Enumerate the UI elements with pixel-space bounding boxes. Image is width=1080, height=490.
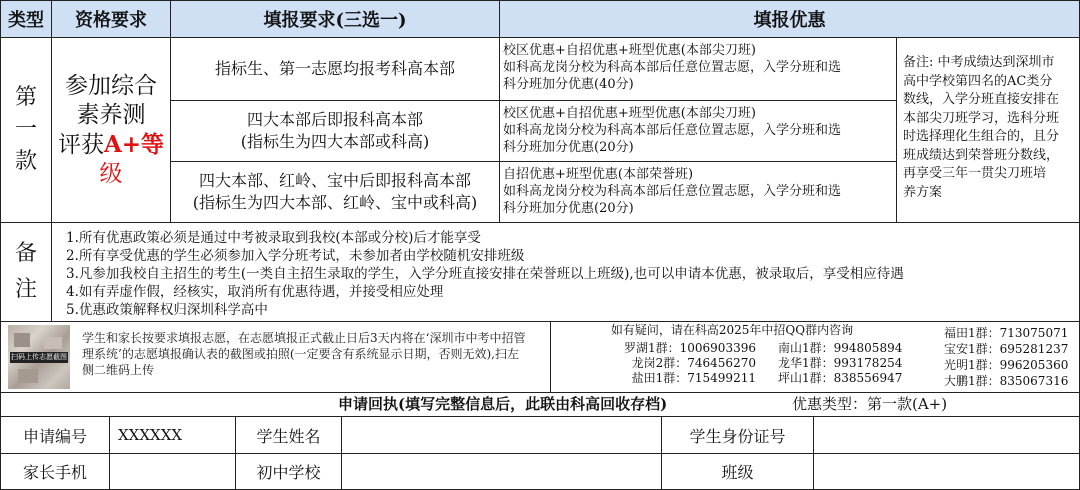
qq-group-longgang[interactable]: 龙岗2群：746456270 — [631, 356, 756, 370]
student-name-label: 学生姓名 — [235, 416, 342, 454]
remarks-content — [51, 222, 1080, 322]
header-type: 类型 — [0, 0, 52, 38]
requirement-row-3 — [170, 161, 500, 223]
qq-group-luohu[interactable]: 罗湖1群：1006903396 — [624, 341, 756, 355]
junior-school-field[interactable] — [341, 453, 662, 490]
requirement-row-2 — [170, 100, 500, 162]
benefit-row-3 — [499, 161, 897, 223]
qq-group-baoan[interactable]: 宝安1群：695281237 — [944, 342, 1069, 356]
header-qualification: 资格要求 — [51, 0, 171, 38]
type-char-2: 一 — [14, 117, 37, 142]
benefit-row-2-line-1: 校区优惠+自招优惠+班型优惠(本部尖刀班) — [503, 106, 756, 121]
qualification-line-1: 参加综合 — [65, 72, 157, 99]
qualification-cell — [51, 37, 171, 223]
side-note-line-2: 高中学校第四名的AC类分 — [903, 73, 1053, 89]
qq-group-dapeng[interactable]: 大鹏1群：835067316 — [944, 374, 1069, 388]
requirement-row-2-line-2: (指标生为四大本部或科高) — [240, 132, 430, 151]
upload-instruction-line-2: 理系统’的志愿填报确认表的截图或拍照(一定要含有系统显示日期，否则无效),扫左 — [82, 347, 519, 361]
requirement-row-3-line-2: (指标生为四大本部、红岭、宝中或科高) — [192, 193, 478, 212]
side-note-line-5: 时选择理化生组合的，且分 — [903, 129, 1060, 144]
qq-group-nanshan[interactable]: 南山1群：994805894 — [778, 341, 903, 355]
type-char-3: 款 — [14, 149, 37, 174]
qualification-prefix: 评获 — [57, 131, 104, 158]
benefit-row-3-line-2: 如科高龙岗分校为科高本部后任意位置志愿，入学分班和选 — [503, 184, 842, 199]
qq-column-2 — [778, 341, 902, 386]
side-note — [896, 37, 1080, 223]
benefit-row-1-line-3: 科分班加分优惠(40分) — [503, 77, 634, 92]
qq-column-3 — [944, 325, 1068, 389]
header-fill-requirement: 填报要求(三选一) — [170, 0, 500, 38]
type-char-1: 第 — [14, 85, 37, 110]
benefit-row-2-line-3: 科分班加分优惠(20分) — [503, 140, 634, 155]
remark-item-3: 3.凡参加我校自主招生的考生(一类自主招生录取的学生，入学分班直接安排在荣誉班以上班级),也可以申请本优惠，被录取后，享受相应待遇 — [66, 266, 904, 282]
parent-phone-field[interactable] — [109, 453, 236, 490]
benefit-row-3-line-3: 科分班加分优惠(20分) — [503, 201, 634, 216]
qq-group-yantian[interactable]: 盐田1群：715499211 — [631, 371, 756, 385]
side-note-line-1: 备注: 中考成绩达到深圳市 — [903, 55, 1055, 70]
upload-instruction-line-1: 学生和家长按要求填报志愿，在志愿填报正式截止日后3天内将在‘深圳市中考中招管 — [82, 331, 526, 345]
qualification-line-2: 素养测 — [76, 101, 146, 128]
qq-group-guangming[interactable]: 光明1群：996205360 — [944, 358, 1069, 372]
remark-item-4: 4.如有弄虚作假，经核实，取消所有优惠待遇，并接受相应处理 — [66, 284, 444, 300]
upload-instruction-line-3: 侧二维码上传 — [82, 363, 155, 377]
qualification-grade-highlight: A+等 — [103, 130, 165, 158]
benefit-row-1-line-2: 如科高龙岗分校为科高本部后任意位置志愿，入学分班和选 — [503, 60, 842, 75]
qr-code-caption: 扫码上传志愿截图 — [11, 353, 67, 361]
remarks-label-char-1: 备 — [14, 241, 37, 266]
parent-phone-label: 家长手机 — [0, 453, 110, 490]
qualification-line-4: 级 — [99, 160, 123, 187]
application-number-label: 申请编号 — [0, 416, 110, 454]
student-id-label: 学生身份证号 — [661, 416, 814, 454]
benefit-type: 优惠类型：第一款(A+) — [792, 395, 948, 413]
benefit-row-1-line-1: 校区优惠+自招优惠+班型优惠(本部尖刀班) — [503, 43, 756, 58]
requirement-row-3-line-1: 四大本部、红岭、宝中后即报科高本部 — [198, 171, 471, 190]
qq-group-futian[interactable]: 福田1群：713075071 — [944, 326, 1069, 340]
side-note-line-4: 本部尖刀班学习，选科分班 — [903, 110, 1060, 126]
benefit-row-3-line-1: 自招优惠+班型优惠(本部荣誉班) — [503, 167, 694, 182]
upload-instructions — [82, 330, 550, 378]
qr-code-blur-block — [14, 333, 30, 347]
remarks-label — [0, 222, 52, 322]
remarks-label-char-2: 注 — [14, 277, 37, 302]
qr-code[interactable] — [8, 325, 70, 389]
type-cell-section1 — [0, 37, 52, 223]
header-benefit: 填报优惠 — [499, 0, 1080, 38]
class-label: 班级 — [661, 453, 814, 490]
side-note-line-8: 养方案 — [903, 184, 943, 200]
requirement-row-2-line-1: 四大本部后即报科高本部 — [246, 110, 423, 129]
qr-code-blur-block — [44, 337, 62, 349]
benefit-row-1 — [499, 37, 897, 101]
qq-group-pingshan[interactable]: 坪山1群：838556947 — [778, 371, 903, 385]
side-note-line-3: 数线，入学分班直接安排在 — [903, 92, 1060, 107]
class-field[interactable] — [813, 453, 1080, 490]
application-number-value[interactable]: XXXXXX — [109, 416, 236, 454]
student-name-field[interactable] — [341, 416, 662, 454]
remark-item-2: 2.所有享受优惠的学生必须参加入学分班考试，未参加者由学校随机安排班级 — [66, 248, 525, 264]
qq-groups-title: 如有疑问，请在科高2025年中招QQ群内咨询 — [610, 323, 854, 337]
remark-item-1: 1.所有优惠政策必须是通过中考被录取到我校(本部或分校)后才能享受 — [66, 230, 481, 246]
qq-column-1 — [624, 341, 756, 386]
junior-school-label: 初中学校 — [235, 453, 342, 490]
benefit-row-2-line-2: 如科高龙岗分校为科高本部后任意位置志愿，入学分班和选 — [503, 123, 842, 138]
side-note-line-7: 再享受三年一贯尖刀班培 — [903, 166, 1047, 181]
remark-item-5: 5.优惠政策解释权归深圳科学高中 — [66, 302, 268, 318]
requirement-row-1-line-1: 指标生、第一志愿均报考科高本部 — [214, 59, 455, 78]
requirement-row-1 — [170, 37, 500, 101]
qualification-line-3 — [58, 130, 164, 160]
benefit-row-2 — [499, 100, 897, 162]
side-note-line-6: 班成绩达到荣誉班分数线， — [903, 147, 1060, 163]
qq-group-longhua[interactable]: 龙华1群：993178254 — [778, 356, 903, 370]
student-id-field[interactable] — [813, 416, 1080, 454]
receipt-title: 申请回执(填写完整信息后，此联由科高回收存档) — [338, 395, 668, 413]
qr-code-blur-block — [18, 369, 38, 383]
